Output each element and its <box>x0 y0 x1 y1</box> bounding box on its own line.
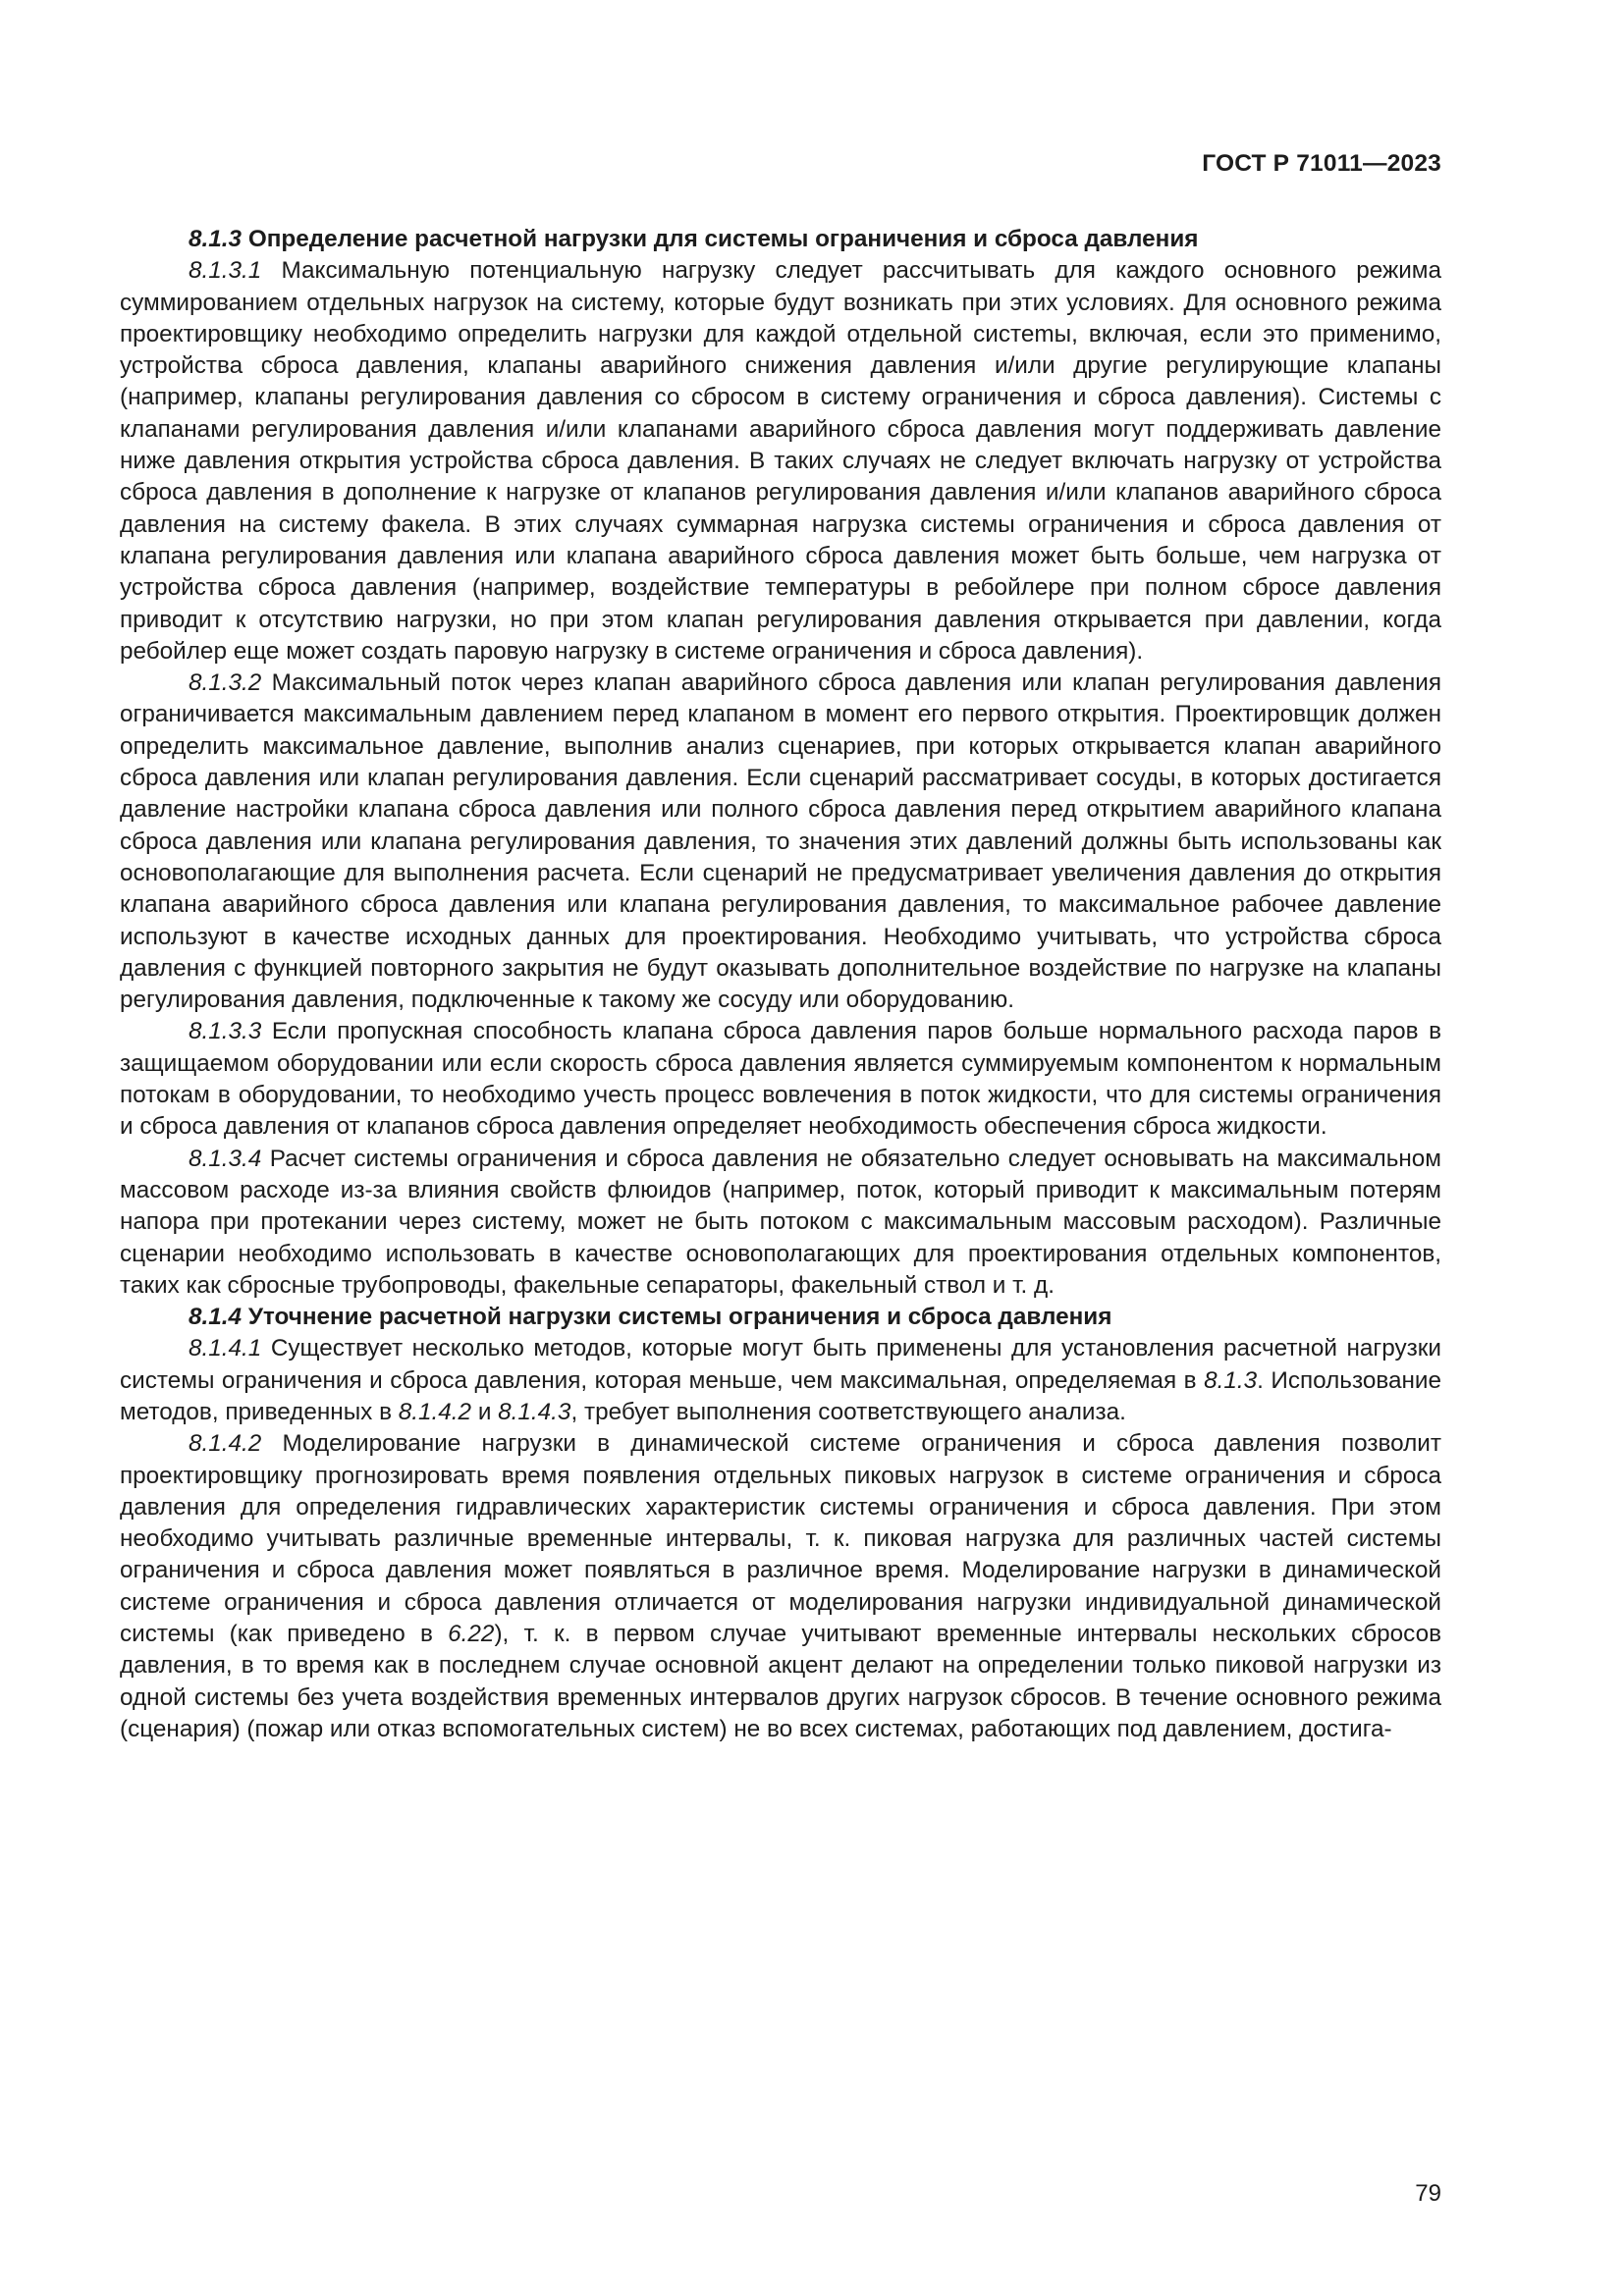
paragraph-8-1-3-3 <box>120 1016 1441 1143</box>
section-number: 8.1.4 <box>189 1304 243 1331</box>
paragraph-text: Если пропускная способность клапана сброса давления паров больше нормального расхода паров в защищаемом оборудовании или если скорость сброса давления является суммируемым компонентом к нормальным потокам в оборудовании, то необходимо учесть процесс вовлечения в поток жидкости, что для системы ограничения и сброса давления от клапанов сброса давления определяет необходимость обеспечения сброса жидкости. <box>120 1018 1441 1141</box>
paragraph-text: Максимальный поток через клапан аварийного сброса давления или клапан регулирования давления ограничивается максимальным давлением перед клапаном в момент его первого открытия. Проектировщик должен определить максимальное давление, выполнив анализ сценариев, при которых открывается клапан аварийного сброса давления или клапан регулирования давления. Если сценарий рассматривает сосуды, в которых достигается давление настройки клапана сброса давления или полного сброса давления перед открытием аварийного клапана сброса давления или клапана регулирования давления, то значения этих давлений должны быть использованы как основополагающие для выполнения расчета. Если сценарий не предусматривает увеличения давления до открытия клапана аварийного сброса давления или клапана регулирования давления, то максимальное рабочее давление используют в качестве исходных данных для проектирования. Необходимо учитывать, что устройства сброса давления с функцией повторного закрытия не будут оказывать дополнительное воздействие по нагрузке на клапаны регулирования давления, подключенные к такому же сосуду или оборудованию. <box>120 669 1441 1014</box>
paragraph-text: ), т. к. в первом случае учитывают временные интервалы нескольких сбросов давления, в то время как в последнем случае основной акцент делают на определении только пиковой нагрузки из одной системы без учета воздействия временных интервалов других нагрузок сбросов. В течение основного режима (сценария) (пожар или отказ вспомогательных систем) не во всех системах, работающих под давлением, достига- <box>120 1621 1441 1742</box>
page-number: 79 <box>1415 2180 1441 2207</box>
paragraph-number: 8.1.3.2 <box>189 669 262 697</box>
standard-code-header: ГОСТ Р 71011—2023 <box>1202 150 1441 177</box>
section-heading-8-1-4 <box>120 1302 1441 1333</box>
document-body <box>120 224 1441 1745</box>
paragraph-8-1-3-4 <box>120 1144 1441 1302</box>
paragraph-number: 8.1.3.1 <box>189 257 262 285</box>
paragraph-text: . Использование методов, приведенных в <box>120 1366 1441 1425</box>
cross-reference: 8.1.3 <box>1204 1366 1258 1394</box>
paragraph-number: 8.1.4.2 <box>189 1430 262 1458</box>
section-title: Определение расчетной нагрузки для системы ограничения и сброса давления <box>247 226 1199 252</box>
paragraph-8-1-4-1 <box>120 1333 1441 1428</box>
paragraph-8-1-3-2 <box>120 667 1441 1016</box>
paragraph-text: и <box>471 1398 499 1425</box>
paragraph-text: , требует выполнения соответствующего анализа. <box>570 1398 1126 1425</box>
cross-reference: 8.1.4.3 <box>498 1398 571 1425</box>
section-number: 8.1.3 <box>189 226 243 252</box>
paragraph-text: Расчет системы ограничения и сброса давления не обязательно следует основывать на максимальном массовом расходе из-за влияния свойств флюидов (например, поток, который приводит к максимальным потерям напора при протекании через систему, может не быть потоком с максимальным массовым расходом). Различные сценарии необходимо использовать в качестве основополагающих для проектирования отдельных компонентов, таких как сбросные трубопроводы, факельные сепараторы, факельный ствол и т. д. <box>120 1145 1441 1299</box>
cross-reference: 8.1.4.2 <box>398 1398 472 1425</box>
section-heading-8-1-3 <box>120 224 1441 255</box>
paragraph-8-1-4-2 <box>120 1428 1441 1745</box>
cross-reference: 6.22 <box>448 1621 495 1648</box>
paragraph-8-1-3-1 <box>120 255 1441 667</box>
paragraph-number: 8.1.3.4 <box>189 1145 262 1172</box>
paragraph-text: Существует несколько методов, которые могут быть применены для установления расчетной нагрузки системы ограничения и сброса давления, которая меньше, чем максимальная, определяемая в <box>120 1335 1441 1394</box>
paragraph-text: Моделирование нагрузки в динамической системе ограничения и сброса давления позволит проектировщику прогнозировать время появления отдельных пиковых нагрузок в системе ограничения и сброса давления для определения гидравлических характеристик системы ограничения и сброса давления. При этом необходимо учитывать различные временные интервалы, т. к. пиковая нагрузка для различных частей системы ограничения и сброса давления может появляться в различное время. Моделирование нагрузки в динамической системе ограничения и сброса давления отличается от моделирования нагрузки индивидуальной динамической системы (как приведено в <box>120 1430 1441 1648</box>
section-title: Уточнение расчетной нагрузки системы ограничения и сброса давления <box>247 1304 1112 1331</box>
paragraph-text: Максимальную потенциальную нагрузку следует рассчитывать для каждого основного режима суммированием отдельных нагрузок на систему, которые будут возникать при этих условиях. Для основного режима проектировщику необходимо определить нагрузки для каждой отдельной систеmы, включая, если это применимо, устройства сброса давления, клапаны аварийного снижения давления и/или другие регулирующие клапаны (например, клапаны регулирования давления со сбросом в систему ограничения и сброса давления). Системы с клапанами регулирования давления и/или клапанами аварийного сброса давления могут поддерживать давление ниже давления открытия устройства сброса давления. В таких случаях не следует включать нагрузку от устройства сброса давления в дополнение к нагрузке от клапанов регулирования давления и/или клапанов аварийного сброса давления на систему факела. В этих случаях суммарная нагрузка системы ограничения и сброса давления от клапана регулирования давления или клапана аварийного сброса давления может быть больше, чем нагрузка от устройства сброса давления (например, воздействие температуры в ребойлере при полном сбросе давления приводит к отсутствию нагрузки, но при этом клапан регулирования давления открывается при давлении, когда ребойлер еще может создать паровую нагрузку в системе ограничения и сброса давления). <box>120 257 1441 665</box>
paragraph-number: 8.1.4.1 <box>189 1335 262 1362</box>
paragraph-number: 8.1.3.3 <box>189 1018 262 1045</box>
